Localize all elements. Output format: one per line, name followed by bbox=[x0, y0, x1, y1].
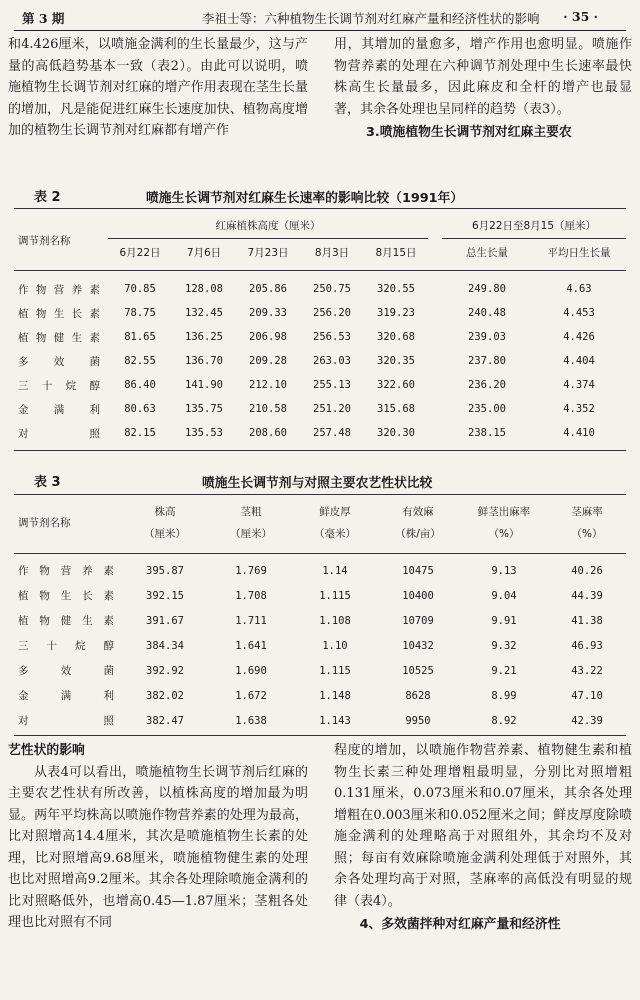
table-cell: 1.143 bbox=[319, 714, 351, 727]
table-cell: 1.641 bbox=[235, 639, 267, 652]
top-left-column bbox=[8, 34, 308, 142]
table-cell: 81.65 bbox=[124, 331, 156, 343]
row-label: 多效菌 bbox=[18, 355, 100, 368]
table-cell: 1.711 bbox=[235, 614, 267, 627]
column-header: 8月3日 bbox=[314, 246, 350, 259]
row-label: 三十烷醇 bbox=[18, 379, 100, 392]
table-row bbox=[18, 608, 626, 633]
row-label: 植物生长素 bbox=[18, 590, 114, 602]
row-label: 对照 bbox=[18, 427, 100, 440]
page-number: · 35 · bbox=[563, 9, 598, 24]
table-cell: 1.672 bbox=[235, 689, 267, 702]
table3-body bbox=[18, 558, 626, 733]
column-header: 茎粗 bbox=[240, 505, 262, 518]
table-cell: 206.98 bbox=[249, 331, 287, 343]
table-row bbox=[18, 325, 626, 349]
table-row bbox=[18, 583, 626, 608]
table2-body bbox=[18, 277, 626, 445]
table-cell: 136.25 bbox=[185, 331, 223, 343]
table-cell: 141.90 bbox=[185, 379, 223, 391]
table-cell: 320.30 bbox=[377, 427, 415, 439]
table-cell: 8.99 bbox=[491, 689, 517, 702]
table-cell: 212.10 bbox=[249, 379, 287, 391]
table-cell: 256.53 bbox=[313, 331, 351, 343]
table-cell: 1.769 bbox=[235, 564, 267, 577]
issue-number: 第 3 期 bbox=[22, 11, 65, 26]
table-row bbox=[18, 683, 626, 708]
column-header: 茎麻率 bbox=[571, 505, 603, 518]
table-cell: 4.404 bbox=[563, 355, 595, 367]
table-cell: 10709 bbox=[402, 614, 434, 627]
table-cell: 208.60 bbox=[249, 427, 287, 439]
table-cell: 1.14 bbox=[322, 564, 348, 577]
bottom-left-column bbox=[8, 740, 308, 934]
table-row bbox=[18, 658, 626, 683]
table-cell: 320.55 bbox=[377, 283, 415, 295]
table-cell: 82.15 bbox=[124, 427, 156, 439]
row-label: 金满利 bbox=[18, 403, 100, 416]
table-cell: 255.13 bbox=[313, 379, 351, 391]
paragraph: 程度的增加，以喷施作物营养素、植物健生素和植物生长素三种处理增粗最明显，分别比对照增粗0.131厘米，0.073厘米和0.07厘米，其余各处理增粗在0.003厘米和0.052厘米之间；鲜皮厚度除喷施金满利的处理略高于对照组外，其余均不及对照；每亩有效麻除喷施金满利处理低于对照外，其余各处理均高于对照，茎麻率的高低没有明显的规律（表4）。 bbox=[334, 743, 632, 909]
table-cell: 4.63 bbox=[566, 283, 592, 295]
row-label: 三十烷醇 bbox=[18, 640, 114, 652]
table-cell: 10525 bbox=[402, 664, 434, 677]
table-cell: 4.426 bbox=[563, 331, 595, 343]
table-cell: 4.374 bbox=[563, 379, 595, 391]
table3-top-rule bbox=[14, 494, 626, 495]
table2-top-rule bbox=[14, 208, 626, 209]
table-cell: 395.87 bbox=[146, 564, 184, 577]
table-cell: 10432 bbox=[402, 639, 434, 652]
table-cell: 10400 bbox=[402, 589, 434, 602]
table-row bbox=[18, 373, 626, 397]
table-row bbox=[18, 301, 626, 325]
spacer bbox=[428, 373, 442, 397]
table-cell: 250.75 bbox=[313, 283, 351, 295]
table-cell: 205.86 bbox=[249, 283, 287, 295]
table-cell: 257.48 bbox=[313, 427, 351, 439]
column-header: 6月22日 bbox=[119, 246, 161, 259]
column-unit: （厘米） bbox=[230, 527, 272, 540]
header-rule bbox=[14, 30, 626, 31]
table-cell: 382.02 bbox=[146, 689, 184, 702]
table2-bottom-rule bbox=[14, 450, 626, 451]
column-unit: （%） bbox=[488, 527, 520, 540]
column-header: 7月6日 bbox=[186, 246, 222, 259]
section-heading: 3.喷施植物生长调节剂对红麻主要农 bbox=[366, 125, 572, 140]
running-header bbox=[14, 4, 626, 30]
column-header: 8月15日 bbox=[375, 246, 417, 259]
table-cell: 210.58 bbox=[249, 403, 287, 415]
table-cell: 235.00 bbox=[468, 403, 506, 415]
table-cell: 1.115 bbox=[319, 664, 351, 677]
table2 bbox=[18, 214, 626, 266]
table-cell: 251.20 bbox=[313, 403, 351, 415]
table-cell: 240.48 bbox=[468, 307, 506, 319]
table-cell: 47.10 bbox=[571, 689, 603, 702]
table-cell: 263.03 bbox=[313, 355, 351, 367]
table-cell: 320.35 bbox=[377, 355, 415, 367]
table-cell: 236.20 bbox=[468, 379, 506, 391]
table-cell: 41.38 bbox=[571, 614, 603, 627]
section-heading: 4、多效菌拌种对红麻产量和经济性 bbox=[359, 917, 561, 932]
table-cell: 382.47 bbox=[146, 714, 184, 727]
table-cell: 44.39 bbox=[571, 589, 603, 602]
table2-column-header-row bbox=[18, 238, 626, 266]
table-cell: 1.638 bbox=[235, 714, 267, 727]
table-cell: 78.75 bbox=[124, 307, 156, 319]
table2-label: 表 2 bbox=[34, 190, 61, 205]
table-cell: 237.80 bbox=[468, 355, 506, 367]
table-cell: 1.108 bbox=[319, 614, 351, 627]
table-cell: 135.75 bbox=[185, 403, 223, 415]
table-cell: 46.93 bbox=[571, 639, 603, 652]
spacer bbox=[428, 325, 442, 349]
row-label: 对照 bbox=[18, 715, 114, 727]
table-row bbox=[18, 558, 626, 583]
spacer bbox=[428, 277, 442, 301]
row-label: 多效菌 bbox=[18, 665, 114, 677]
column-header: 鲜茎出麻率 bbox=[477, 505, 531, 518]
table2-title: 喷施生长调节剂对红麻生长速率的影响比较（1991年） bbox=[146, 191, 464, 206]
spacer bbox=[428, 421, 442, 445]
table-cell: 135.53 bbox=[185, 427, 223, 439]
table-cell: 238.15 bbox=[468, 427, 506, 439]
section-heading: 艺性状的影响 bbox=[8, 743, 85, 758]
table-cell: 4.453 bbox=[563, 307, 595, 319]
table-cell: 4.352 bbox=[563, 403, 595, 415]
column-header: 鲜皮厚 bbox=[319, 505, 351, 518]
row-label: 植物健生素 bbox=[18, 615, 114, 627]
table-row bbox=[18, 708, 626, 733]
table-cell: 86.40 bbox=[124, 379, 156, 391]
table-cell: 8.92 bbox=[491, 714, 517, 727]
bottom-right-column bbox=[334, 740, 632, 936]
table-cell: 315.68 bbox=[377, 403, 415, 415]
top-right-column bbox=[334, 34, 632, 144]
table2-group-header-height: 红麻植株高度（厘米） bbox=[108, 214, 428, 238]
table-cell: 1.148 bbox=[319, 689, 351, 702]
table2-header-rule bbox=[14, 270, 626, 271]
paragraph: 和4.426厘米，以喷施金满利的生长量最少，这与产量的高低趋势基本一致（表2）。由此可以说明，喷施植物生长调节剂对红麻的增产作用表现在茎生长量的增加，凡是能促进红麻生长速度加快、植物高度增加的植物生长调节剂对红麻都有增产作 bbox=[8, 37, 308, 138]
column-header: 株高 bbox=[154, 505, 176, 518]
table-cell: 8628 bbox=[405, 689, 431, 702]
table-cell: 9.32 bbox=[491, 639, 517, 652]
table3-name-header: 调节剂名称 bbox=[18, 516, 71, 529]
table-cell: 9.21 bbox=[491, 664, 517, 677]
table-cell: 1.10 bbox=[322, 639, 348, 652]
table-cell: 136.70 bbox=[185, 355, 223, 367]
table-cell: 4.410 bbox=[563, 427, 595, 439]
table-cell: 1.115 bbox=[319, 589, 351, 602]
table-cell: 391.67 bbox=[146, 614, 184, 627]
table-cell: 9.91 bbox=[491, 614, 517, 627]
column-unit: （毫米） bbox=[314, 527, 356, 540]
table-cell: 70.85 bbox=[124, 283, 156, 295]
table-cell: 384.34 bbox=[146, 639, 184, 652]
table-row bbox=[18, 277, 626, 301]
table-cell: 322.60 bbox=[377, 379, 415, 391]
row-label: 作物营养素 bbox=[18, 565, 114, 577]
table-cell: 392.15 bbox=[146, 589, 184, 602]
table-cell: 319.23 bbox=[377, 307, 415, 319]
spacer bbox=[428, 301, 442, 325]
table3-bottom-rule bbox=[14, 735, 626, 736]
table-row bbox=[18, 397, 626, 421]
row-label: 植物生长素 bbox=[18, 307, 100, 320]
row-label: 植物健生素 bbox=[18, 331, 100, 344]
table-cell: 128.08 bbox=[185, 283, 223, 295]
table3-title: 喷施生长调节剂与对照主要农艺性状比较 bbox=[202, 476, 433, 491]
spacer bbox=[428, 397, 442, 421]
table-cell: 42.39 bbox=[571, 714, 603, 727]
table-cell: 9.13 bbox=[491, 564, 517, 577]
paragraph: 用，其增加的量愈多，增产作用也愈明显。喷施作物营养素的处理在六种调节剂处理中生长速率最快株高生长量最多，因此麻皮和全杆的增产也最显著，其余各处理也呈同样的趋势（表3）。 bbox=[334, 37, 632, 117]
column-unit: （%） bbox=[571, 527, 603, 540]
column-header: 有效麻 bbox=[402, 505, 434, 518]
table-cell: 132.45 bbox=[185, 307, 223, 319]
table-cell: 249.80 bbox=[468, 283, 506, 295]
column-header: 平均日生长量 bbox=[547, 246, 611, 259]
table-cell: 209.28 bbox=[249, 355, 287, 367]
running-title: 李祖士等：六种植物生长调节剂对红麻产量和经济性状的影响 bbox=[202, 11, 540, 26]
column-unit: （厘米） bbox=[144, 527, 186, 540]
table-cell: 40.26 bbox=[571, 564, 603, 577]
table-cell: 392.92 bbox=[146, 664, 184, 677]
row-label: 金满利 bbox=[18, 690, 114, 702]
column-unit: （株/亩） bbox=[395, 527, 441, 540]
table-cell: 43.22 bbox=[571, 664, 603, 677]
column-header: 7月23日 bbox=[247, 246, 289, 259]
table-cell: 10475 bbox=[402, 564, 434, 577]
table-cell: 9.04 bbox=[491, 589, 517, 602]
table-cell: 239.03 bbox=[468, 331, 506, 343]
table-cell: 80.63 bbox=[124, 403, 156, 415]
table3-header bbox=[18, 500, 626, 544]
table-cell: 1.708 bbox=[235, 589, 267, 602]
table3-label: 表 3 bbox=[34, 475, 61, 490]
row-label: 作物营养素 bbox=[18, 283, 100, 296]
table-cell: 256.20 bbox=[313, 307, 351, 319]
table2-group-header-growth: 6月22日至8月15（厘米） bbox=[442, 214, 626, 238]
table-row bbox=[18, 633, 626, 658]
table-cell: 209.33 bbox=[249, 307, 287, 319]
table3-header-rule bbox=[14, 553, 626, 554]
paragraph: 从表4可以看出，喷施植物生长调节剂后红麻的主要农艺性状有所改善，以植株高度的增加最为明显。两年平均株高以喷施作物营养素的处理为最高，比对照增高14.4厘米，其次是喷施植物生长素的处理，比对照增高9.68厘米，喷施植物健生素的处理也比对照增高9.2厘米。其余各处理除喷施金满利的比对照略低外，也增高0.45—1.87厘米；茎粗各处理也比对照有不同 bbox=[8, 764, 308, 930]
table-cell: 82.55 bbox=[124, 355, 156, 367]
table2-name-header: 调节剂名称 bbox=[18, 234, 71, 247]
column-header: 总生长量 bbox=[466, 246, 508, 259]
table-cell: 1.690 bbox=[235, 664, 267, 677]
table-cell: 9950 bbox=[405, 714, 431, 727]
spacer bbox=[428, 349, 442, 373]
table-cell: 320.68 bbox=[377, 331, 415, 343]
table-row bbox=[18, 349, 626, 373]
table-row bbox=[18, 421, 626, 445]
